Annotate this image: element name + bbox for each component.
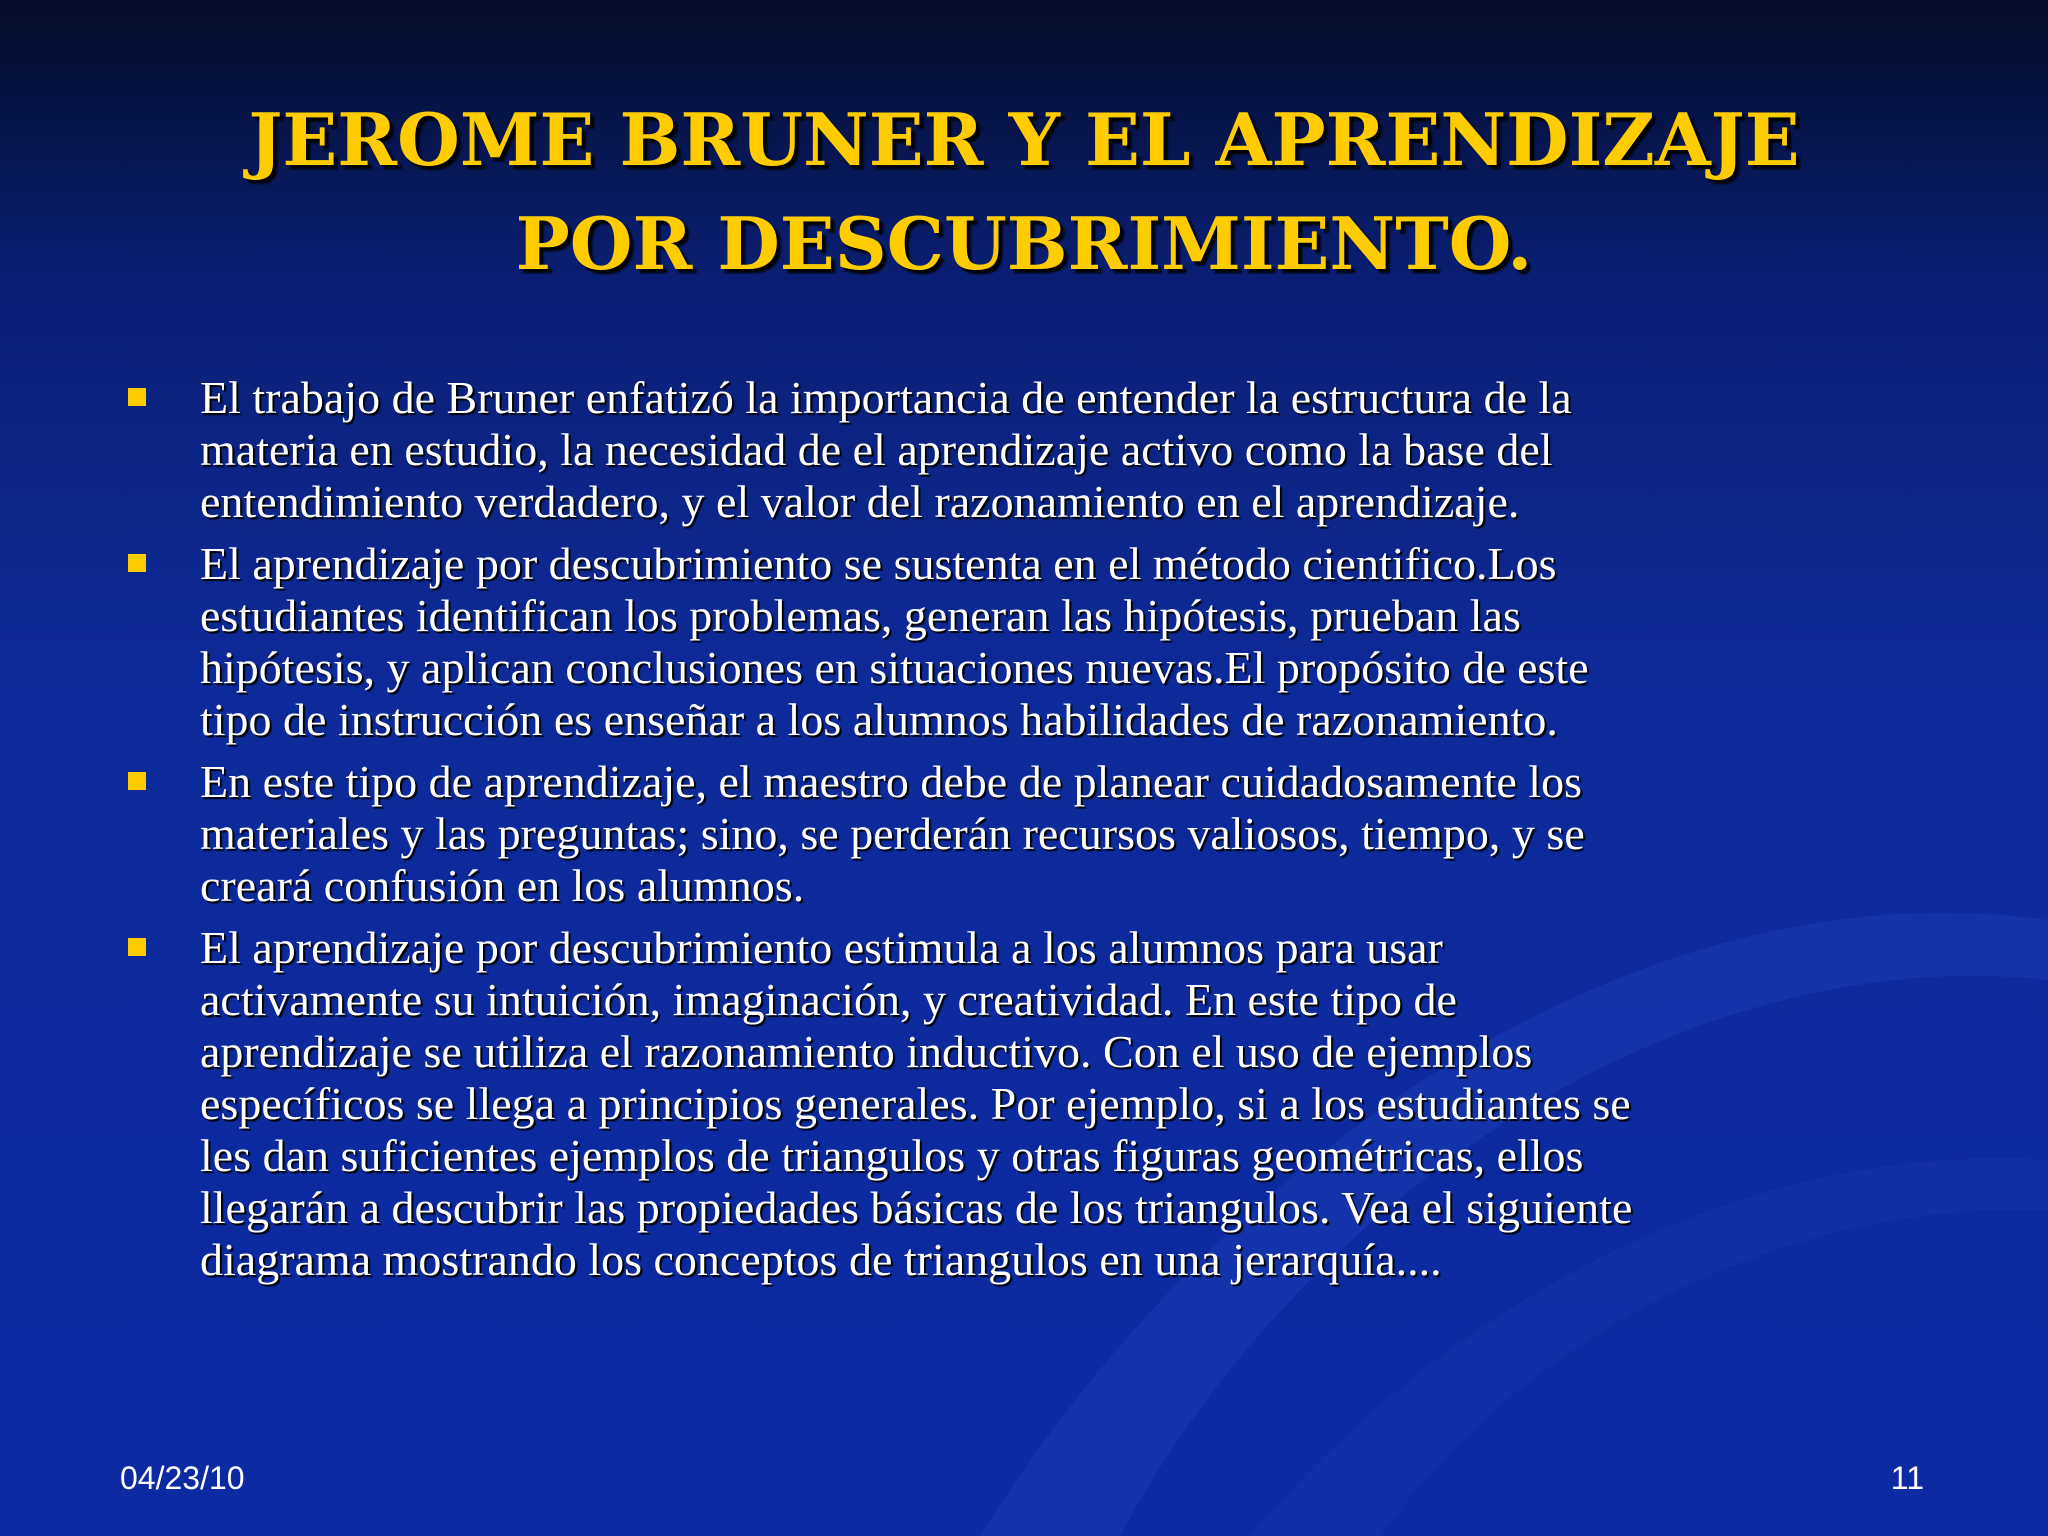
bullet-line: En este tipo de aprendizaje, el maestro debe de planear cuidadosamente los: [200, 756, 1582, 807]
bullet-list: [120, 372, 1920, 1296]
slide-title: [100, 88, 1948, 296]
bullet-line: hipótesis, y aplican conclusiones en situaciones nuevas.El propósito de este: [200, 642, 1589, 693]
bullet-line: materia en estudio, la necesidad de el aprendizaje activo como la base del: [200, 424, 1553, 475]
bullet-line: El aprendizaje por descubrimiento estimula a los alumnos para usar: [200, 922, 1443, 973]
bullet-line: diagrama mostrando los conceptos de triangulos en una jerarquía....: [200, 1234, 1442, 1285]
square-bullet-icon: [128, 388, 146, 406]
page-number: 11: [1890, 1460, 1924, 1496]
bullet-line: aprendizaje se utiliza el razonamiento inductivo. Con el uso de ejemplos: [200, 1026, 1533, 1077]
slide-title-line-1: JEROME BRUNER Y EL APRENDIZAJE: [248, 97, 1800, 182]
bullet-line: llegarán a descubrir las propiedades básicas de los triangulos. Vea el siguiente: [200, 1182, 1633, 1233]
square-bullet-icon: [128, 554, 146, 572]
bullet-line: El aprendizaje por descubrimiento se sustenta en el método cientifico.Los: [200, 538, 1557, 589]
bullet-item: [120, 538, 1920, 746]
bullet-line: entendimiento verdadero, y el valor del razonamiento en el aprendizaje.: [200, 476, 1520, 527]
footer-date: 04/23/10: [120, 1460, 245, 1496]
bullet-line: específicos se llega a principios generales. Por ejemplo, si a los estudiantes se: [200, 1078, 1631, 1129]
bullet-line: estudiantes identifican los problemas, generan las hipótesis, prueban las: [200, 590, 1521, 641]
bullet-line: activamente su intuición, imaginación, y creatividad. En este tipo de: [200, 974, 1457, 1025]
slide-title-line-2: POR DESCUBRIMIENTO.: [515, 201, 1533, 286]
bullet-line: El trabajo de Bruner enfatizó la importancia de entender la estructura de la: [200, 372, 1572, 423]
bullet-item: [120, 756, 1920, 912]
square-bullet-icon: [128, 772, 146, 790]
bullet-line: materiales y las preguntas; sino, se perderán recursos valiosos, tiempo, y se: [200, 808, 1585, 859]
bullet-line: creará confusión en los alumnos.: [200, 860, 805, 911]
bullet-item: [120, 922, 1920, 1286]
bullet-line: les dan suficientes ejemplos de triangulos y otras figuras geométricas, ellos: [200, 1130, 1584, 1181]
bullet-item: [120, 372, 1920, 528]
bullet-line: tipo de instrucción es enseñar a los alumnos habilidades de razonamiento.: [200, 694, 1558, 745]
square-bullet-icon: [128, 938, 146, 956]
